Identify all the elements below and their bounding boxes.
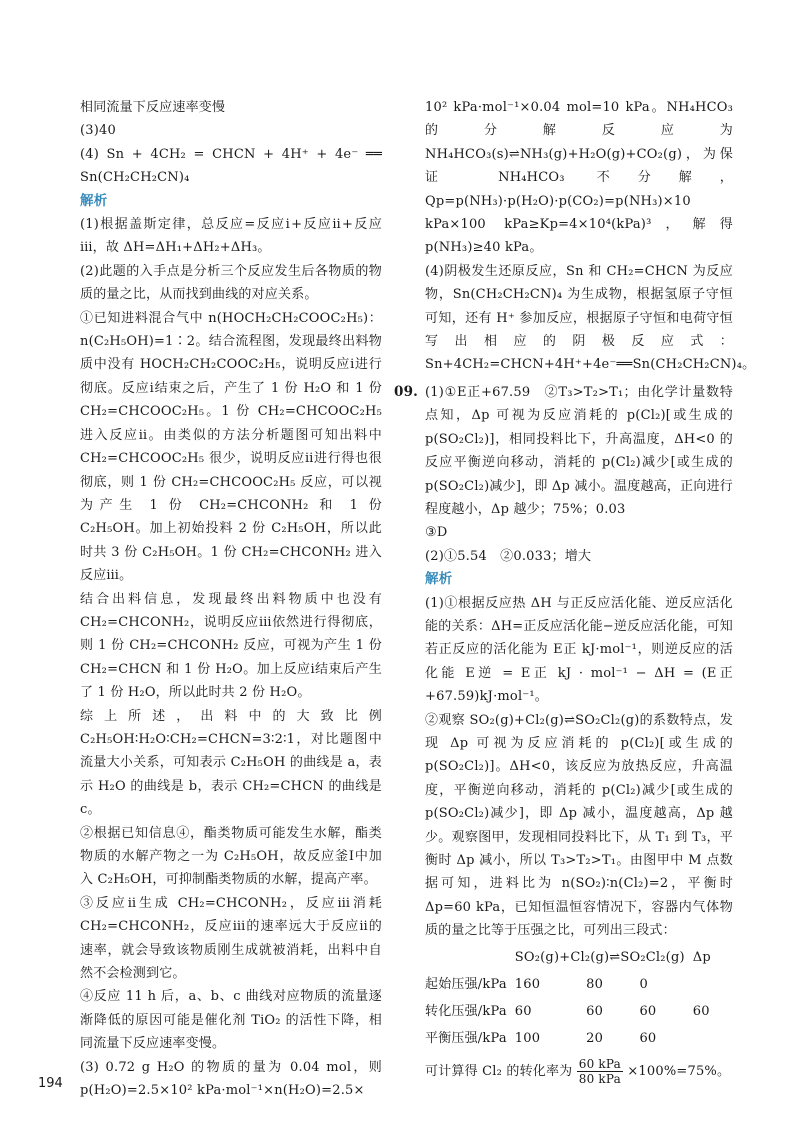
paragraph: (1)①根据反应热 ΔH 与正反应活化能、逆反应活化能的关系：ΔH=正反应活化能−逆反应活化能，可知若正反应的活化能为 E正 kJ·mol⁻¹，则逆反应的活化能 E逆 = E正 kJ · mol⁻¹ − ΔH = (E正+67.59)kJ·mol⁻¹。: [425, 595, 733, 705]
table-cell: 平衡压强/kPa: [425, 1031, 507, 1047]
table-cell: 转化压强/kPa: [425, 1004, 507, 1020]
answer-paragraph: (1)①E正+67.59 ②T₃>T₂>T₁；由化学计量数特点知，Δp 可视为反应消耗的 p(Cl₂)[或生成的 p(SO₂Cl₂)]，相同投料比下，升高温度，ΔH<0 的反应平衡逆向移动，消耗的 p(Cl₂)减少[或生成的 p(SO₂Cl₂)减少]，即 Δp 减小。温度越高，正向进行程度越小，Δp 越少；75%；0.03: [425, 384, 733, 517]
table-cell: 60: [586, 1004, 604, 1020]
paragraph: (1)根据盖斯定律，总反应=反应ⅰ+反应ⅱ+反应ⅲ，故 ΔH=ΔH₁+ΔH₂+ΔH₃。: [80, 217, 382, 256]
paragraph: (3) 0.72 g H₂O 的物质的量为 0.04 mol，则 p(H₂O)=2.5×10² kPa·mol⁻¹×n(H₂O)=2.5×: [80, 1059, 382, 1099]
answer-line: ③D: [425, 525, 448, 541]
table-cell: 起始压强/kPa: [425, 977, 507, 993]
table-row: [425, 972, 715, 999]
right-column: [394, 96, 756, 1086]
table-header-row: [425, 945, 715, 972]
table-cell: [689, 972, 715, 999]
table-row: [425, 999, 715, 1026]
section-heading: 解析: [80, 192, 108, 209]
table-cell: 60: [692, 1004, 710, 1020]
fraction: [577, 1057, 623, 1086]
table-cell: 60: [639, 1031, 657, 1047]
paragraph: ④反应 11 h 后，a、b、c 曲线对应物质的流量逐渐降低的原因可能是催化剂 TiO₂ 的活性下降，相同流量下反应速率变慢。: [80, 989, 382, 1052]
paragraph: ②观察 SO₂(g)+Cl₂(g)⇌SO₂Cl₂(g)的系数特点，发现 Δp 可视为反应消耗的 p(Cl₂)[或生成的 p(SO₂Cl₂)]。ΔH<0，该反应为放热反应，升高温度，平衡逆向移动，消耗的 p(Cl₂)减少[或生成的 p(SO₂Cl₂)减少]，即 Δp 减小，温度越高，Δp 越少。观察图甲，发现相同投料比下，从 T₁ 到 T₃，平衡时 Δp 减小，所以 T₃>T₂>T₁。由图甲中 M 点数据可知，进料比为 n(SO₂)∶n(Cl₂)=2，平衡时 Δp=60 kPa，已知恒温恒容情况下，容器内气体物质的量之比等于压强之比，可列出三段式：: [425, 712, 733, 939]
table-cell: [689, 1026, 715, 1053]
table-row: [425, 1026, 715, 1053]
left-column: [80, 96, 382, 1102]
table-cell: 20: [586, 1031, 604, 1047]
paragraph: 综上所述，出料中的大致比例 C₂H₅OH∶H₂O∶CH₂=CHCN=3∶2∶1，对比题图中流量大小关系，可知表示 C₂H₅OH 的曲线是 a，表示 H₂O 的曲线是 b，表示 CH₂=CHCN 的曲线是 c。: [80, 708, 382, 818]
table-cell: 100: [514, 1031, 541, 1047]
answer-line: (2)①5.54 ②0.033；增大: [425, 548, 592, 564]
page-number: 194: [38, 1076, 63, 1091]
paragraph: 结合出料信息，发现最终出料物质中也没有 CH₂=CHCONH₂，说明反应ⅲ依然进行得彻底，则 1 份 CH₂=CHCONH₂ 反应，可视为产生 1 份 CH₂=CHCN 和 1 份 H₂O。加上反应ⅰ结束后产生了 1 份 H₂O，所以此时共 2 份 H₂O。: [80, 591, 382, 701]
conversion-text: 可计算得 Cl₂ 的转化率为: [425, 1063, 573, 1079]
paragraph: ①已知进料混合气中 n(HOCH₂CH₂COOC₂H₅)：n(C₂H₅OH)=1∶2。结合流程图，发现最终出料物质中没有 HOCH₂CH₂COOC₂H₅，说明反应ⅰ进行彻底。反应ⅰ结束之后，产生了 1 份 H₂O 和 1 份 CH₂=CHCOOC₂H₅。1 份 CH₂=CHCOOC₂H₅ 进入反应ⅱ。由类似的方法分析题图可知出料中 CH₂=CHCOOC₂H₅ 很少，说明反应ⅱ进行得也很彻底，则 1 份 CH₂=CHCOOC₂H₅ 反应，可以视为产生 1 份 CH₂=CHCONH₂ 和 1 份 C₂H₅OH。加上初始投料 2 份 C₂H₅OH，所以此时共 3 份 C₂H₅OH。1 份 CH₂=CHCONH₂ 进入反应ⅲ。: [80, 310, 382, 584]
fraction-numerator: 60 kPa: [578, 1056, 621, 1071]
conversion-line: [425, 1057, 733, 1086]
table-cell: 0: [639, 977, 648, 993]
three-stage-table: [425, 945, 715, 1053]
table-cell: 60: [514, 1004, 532, 1020]
table-header-cell: SO₂(g)+Cl₂(g)⇌SO₂Cl₂(g): [514, 950, 685, 966]
text-line: 相同流量下反应速率变慢: [80, 100, 226, 115]
paragraph: ③反应ⅱ生成 CH₂=CHCONH₂，反应ⅲ消耗 CH₂=CHCONH₂，反应ⅲ的速率远大于反应ⅱ的速率，就会导致该物质刚生成就被消耗，出料中自然不会检测到它。: [80, 895, 382, 982]
paragraph: (2)此题的入手点是分析三个反应发生后各物质的物质的量之比，从而找到曲线的对应关系。: [80, 263, 382, 303]
table-cell: 160: [514, 977, 541, 993]
conversion-result: ×100%=75%。: [627, 1063, 731, 1079]
question-number: 09.: [394, 383, 419, 400]
paragraph: 10² kPa·mol⁻¹×0.04 mol=10 kPa。NH₄HCO₃ 的分解反应为 NH₄HCO₃(s)⇌NH₃(g)+H₂O(g)+CO₂(g)，为保证 NH₄HCO₃ 不分解，Qp=p(NH₃)·p(H₂O)·p(CO₂)=p(NH₃)×10 kPa×100 kPa≥Kp=4×10⁴(kPa)³，解得 p(NH₃)≥40 kPa。: [425, 100, 733, 256]
table-header-cell: Δp: [692, 950, 711, 966]
answer-equation: (4) Sn + 4CH₂ = CHCN + 4H⁺ + 4e⁻ ══ Sn(CH₂CH₂CN)₄: [80, 146, 382, 186]
table-cell: 60: [639, 1004, 657, 1020]
question-09: [394, 381, 733, 521]
table-header-cell: [425, 945, 511, 972]
fraction-denominator: 80 kPa: [578, 1071, 621, 1086]
paragraph: (4)阴极发生还原反应，Sn 和 CH₂=CHCN 为反应物，Sn(CH₂CH₂CN)₄ 为生成物，根据氢原子守恒可知，还有 H⁺ 参加反应，根据原子守恒和电荷守恒写出相应的阴极反应式：Sn+4CH₂=CHCN+4H⁺+4e⁻══Sn(CH₂CH₂CN)₄。: [425, 263, 756, 373]
text-line: (3)40: [80, 123, 116, 139]
section-heading: 解析: [425, 571, 453, 588]
table-cell: 80: [586, 977, 604, 993]
paragraph: ②根据已知信息④，酯类物质可能发生水解，酯类物质的水解产物之一为 C₂H₅OH，故反应釜Ⅰ中加入 C₂H₅OH，可抑制酯类物质的水解，提高产率。: [80, 825, 382, 888]
